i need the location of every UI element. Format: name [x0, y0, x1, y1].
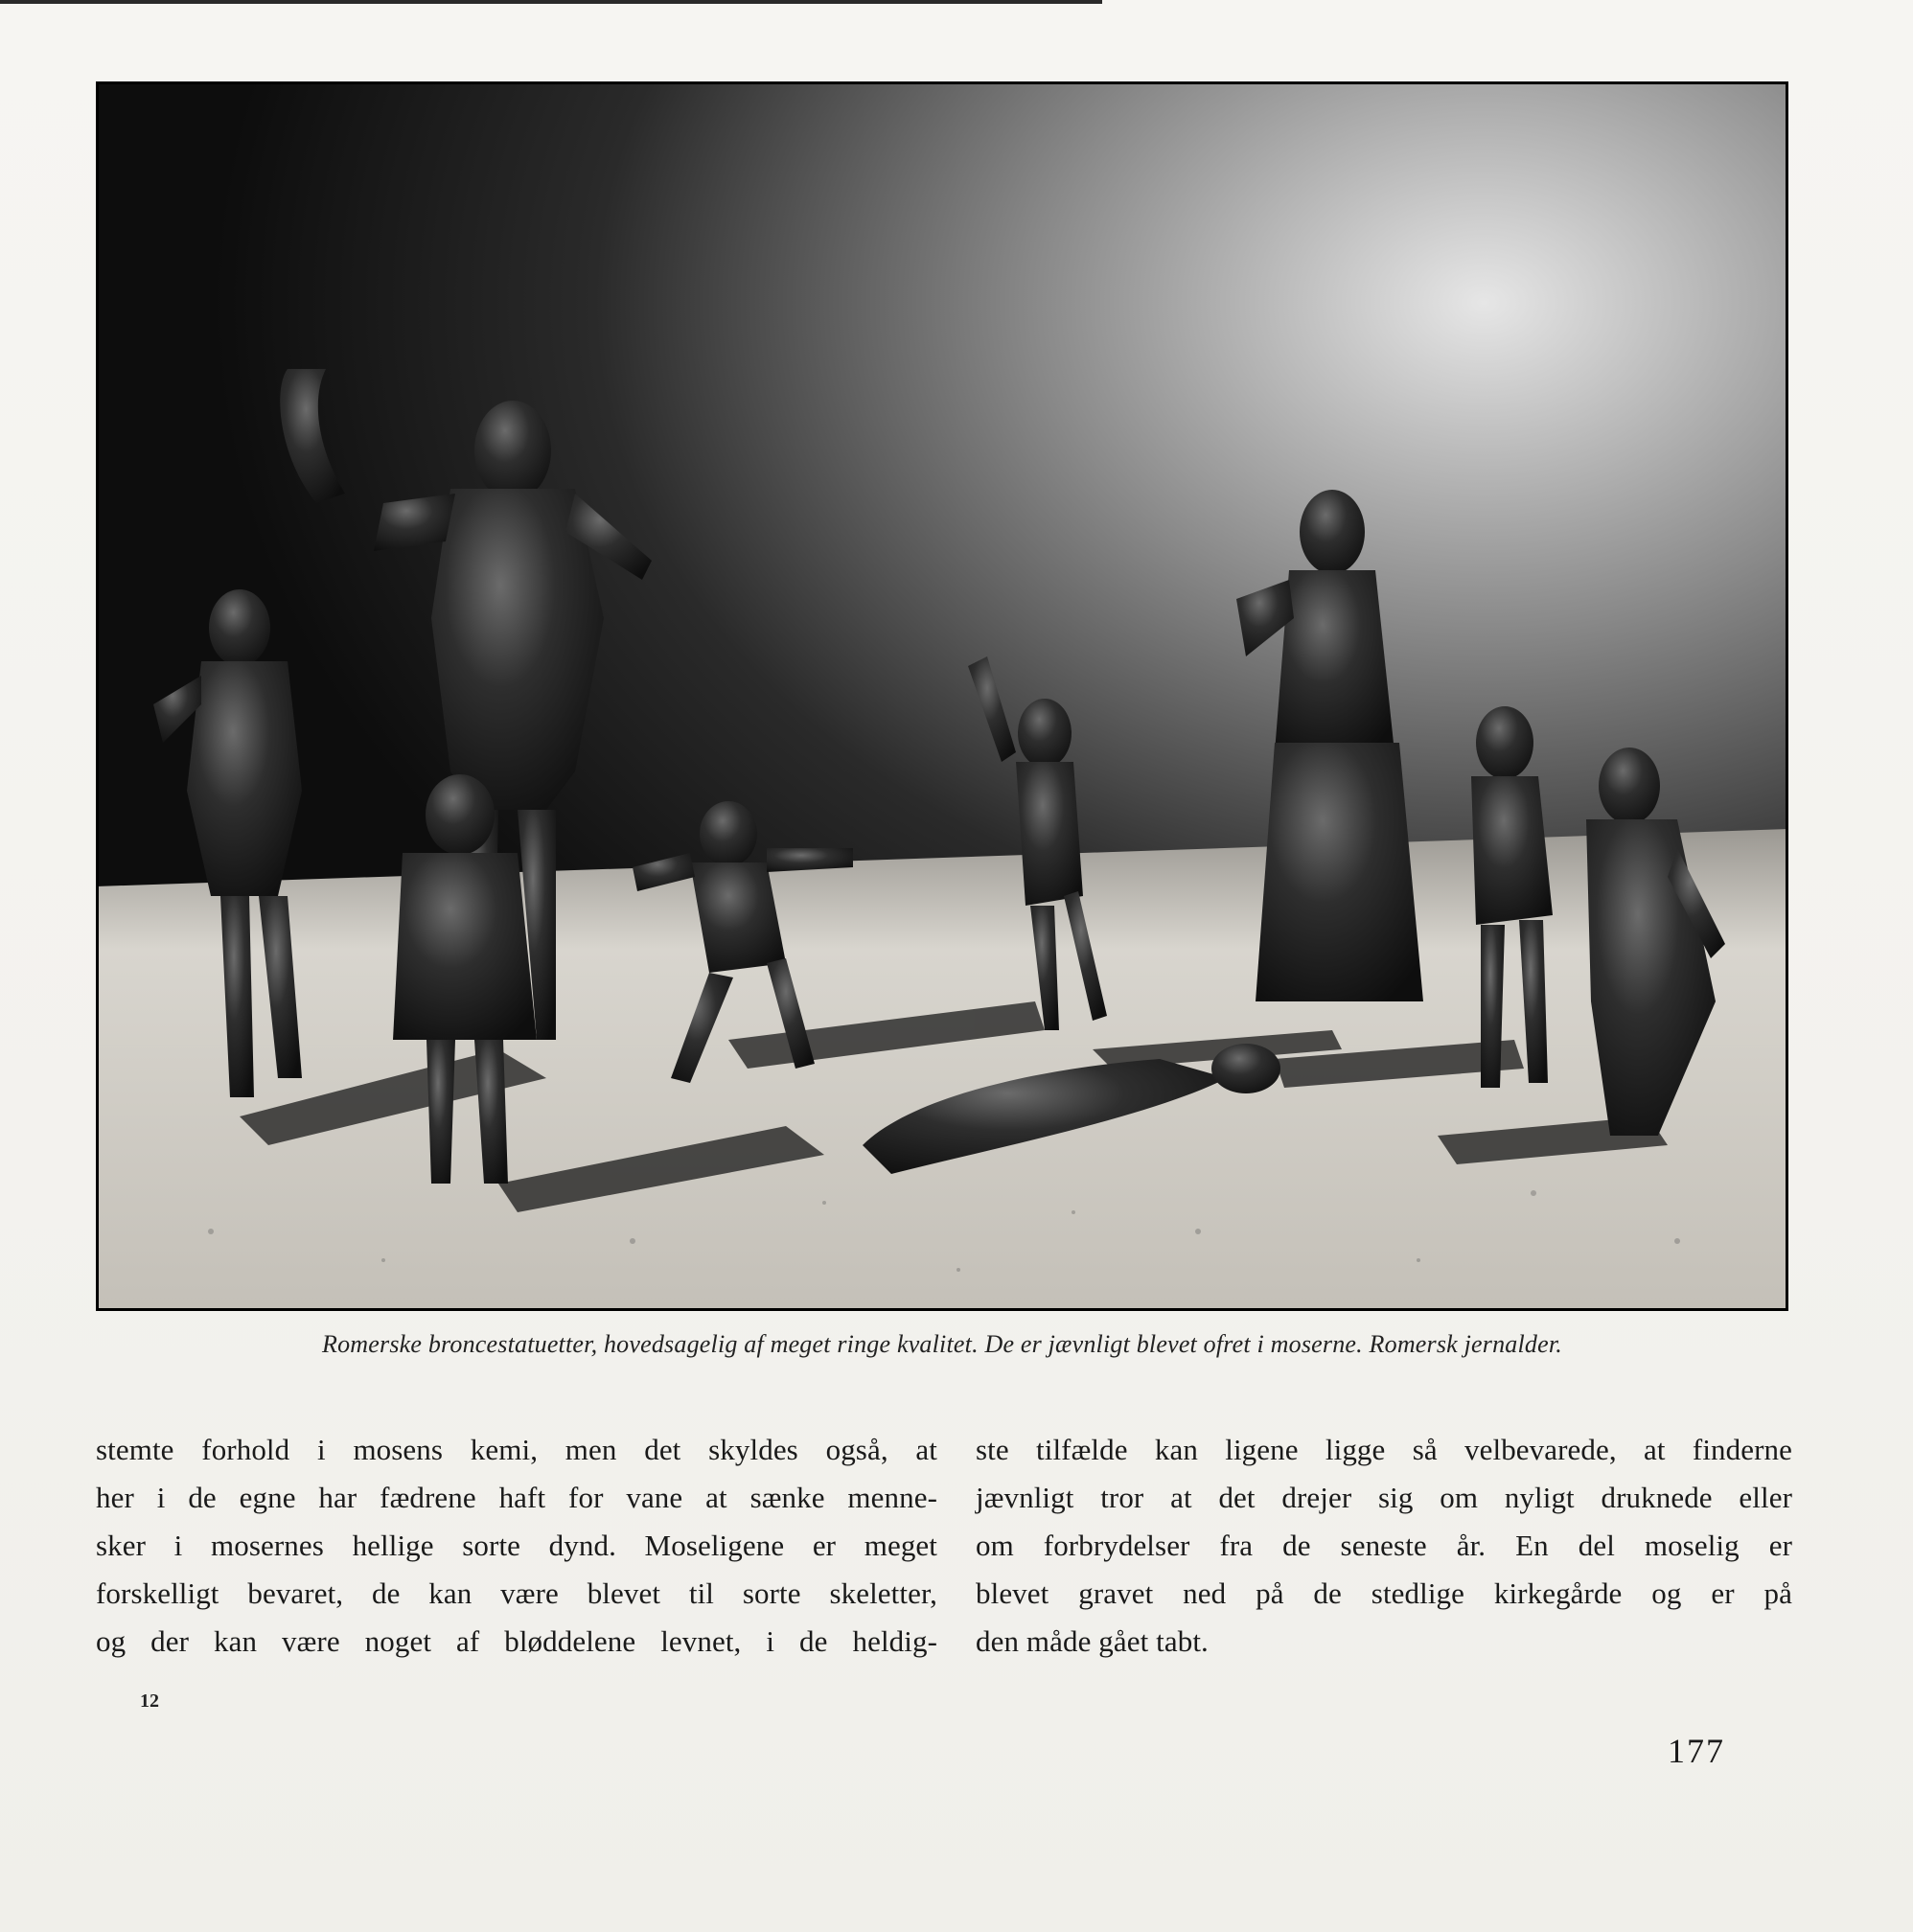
text-column-right: [976, 1426, 1792, 1666]
bronze-statuettes-photo: [96, 81, 1788, 1311]
body-line: forskelligt bevaret, de kan være blevet til sorte skeletter,: [96, 1576, 937, 1610]
body-line: jævnligt tror at det drejer sig om nyligt druknede eller: [976, 1481, 1792, 1514]
text-column-left: [96, 1426, 937, 1666]
body-line: blevet gravet ned på de stedlige kirkegårde og er på: [976, 1576, 1792, 1610]
figure-caption: Romerske broncestatuetter, hovedsagelig af meget ringe kvalitet. De er jævnligt blevet ofret i moserne. Romersk jernalder.: [322, 1330, 1562, 1358]
body-line: her i de egne har fædrene haft for vane at sænke menne-: [96, 1481, 937, 1514]
top-edge-rule: [0, 0, 1102, 4]
page-number: 177: [1668, 1732, 1725, 1770]
body-line: ste tilfælde kan ligene ligge så velbevarede, at finderne: [976, 1433, 1792, 1466]
photo-plate: [96, 81, 1788, 1311]
body-line: om forbrydelser fra de seneste år. En del moselig er: [976, 1529, 1792, 1562]
body-line: den måde gået tabt.: [976, 1624, 1209, 1658]
body-line: og der kan være noget af bløddelene levnet, i de heldig-: [96, 1624, 937, 1658]
signature-mark: 12: [140, 1690, 159, 1712]
body-line: stemte forhold i mosens kemi, men det skyldes også, at: [96, 1433, 937, 1466]
body-line: sker i mosernes hellige sorte dynd. Moseligene er meget: [96, 1529, 937, 1562]
